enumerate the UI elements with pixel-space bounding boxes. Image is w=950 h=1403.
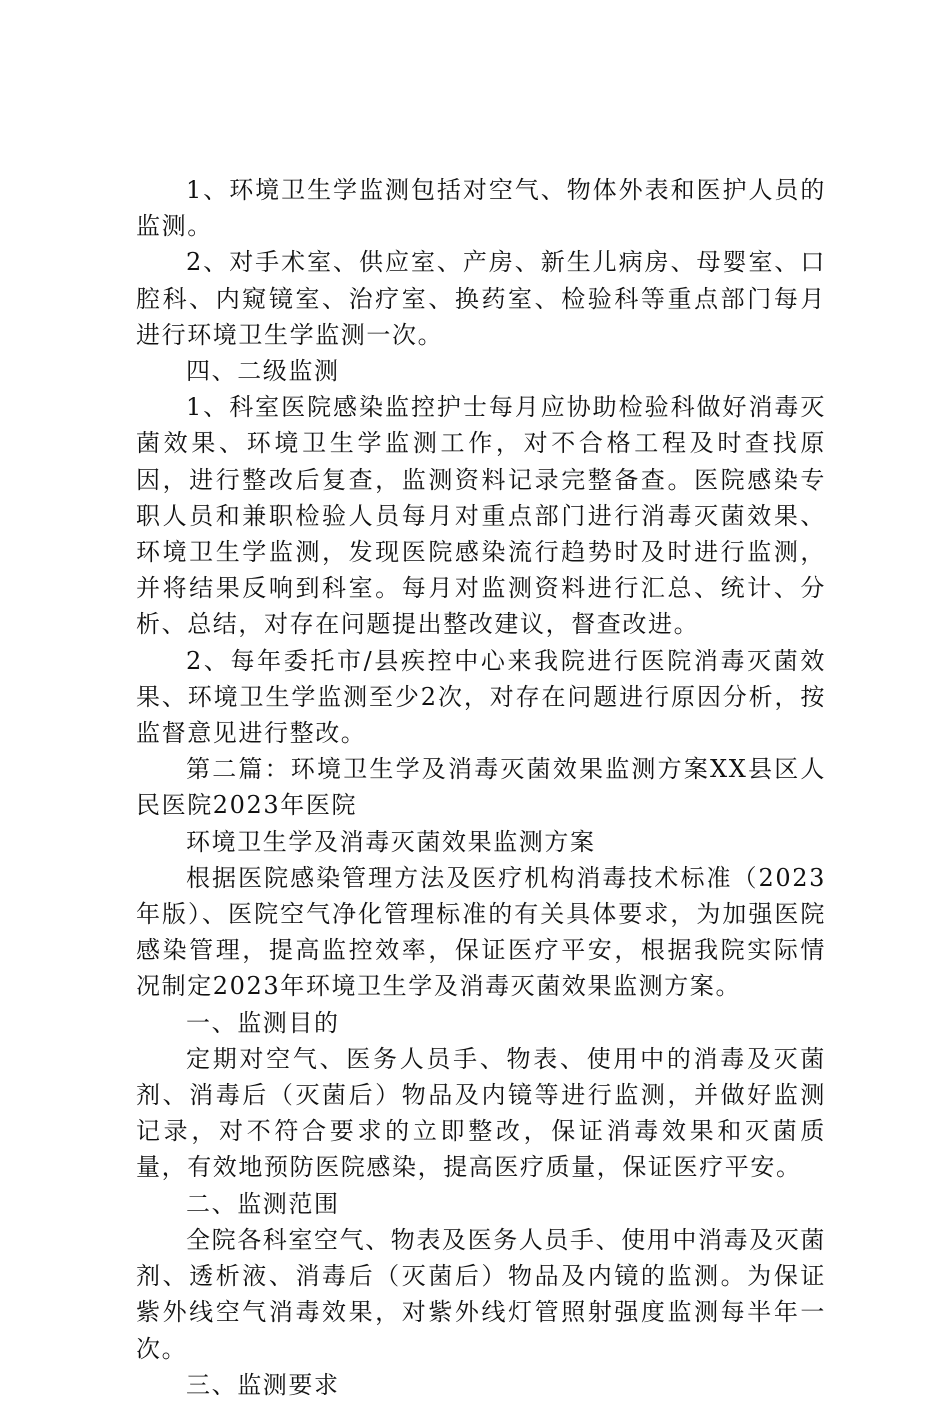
heading-monitoring-purpose: 一、监测目的 — [186, 1008, 340, 1037]
paragraph-plan-basis: 根据医院感染管理方法及医疗机构消毒技术标准（2023年版）、医院空气净化管理标准的有关具体要求，为加强医院感染管理，提高监控效率，保证医疗平安，根据我院实际情况制定2023年环境卫生学及消毒灭菌效果监测方案。 — [136, 863, 826, 1001]
paragraph-env-monitoring-scope: 1、环境卫生学监测包括对空气、物体外表和医护人员的监测。 — [136, 176, 826, 241]
paragraph-department-nurse-duties: 1、科室医院感染监控护士每月应协助检验科做好消毒灭菌效果、环境卫生学监测工作，对不合格工程及时查找原因，进行整改后复查，监测资料记录完整备查。医院感染专职人员和兼职检验人员每月对重点部门进行消毒灭菌效果、环境卫生学监测，发现医院感染流行趋势时及时进行监测，并将结果反响到科室。每月对监测资料进行汇总、统计、分析、总结，对存在问题提出整改建议，督查改进。 — [136, 393, 826, 639]
heading-part-two-title: 第二篇：环境卫生学及消毒灭菌效果监测方案XX县区人民医院2023年医院 — [136, 755, 826, 820]
paragraph-monitoring-scope: 全院各科室空气、物表及医务人员手、使用中消毒及灭菌剂、透析液、消毒后（灭菌后）物品及内镜的监测。为保证紫外线空气消毒效果，对紫外线灯管照射强度监测每半年一次。 — [136, 1225, 826, 1363]
paragraph-monitoring-purpose: 定期对空气、医务人员手、物表、使用中的消毒及灭菌剂、消毒后（灭菌后）物品及内镜等进行监测，并做好监测记录，对不符合要求的立即整改，保证消毒效果和灭菌质量，有效地预防医院感染，提高医疗质量，保证医疗平安。 — [136, 1044, 826, 1182]
heading-monitoring-requirements: 三、监测要求 — [186, 1370, 340, 1399]
document-body — [136, 172, 826, 1403]
heading-monitoring-scope: 二、监测范围 — [186, 1189, 340, 1218]
paragraph-key-departments-monthly: 2、对手术室、供应室、产房、新生儿病房、母婴室、口腔科、内窥镜室、治疗室、换药室、检验科等重点部门每月进行环境卫生学监测一次。 — [136, 248, 826, 349]
paragraph-cdc-annual-monitoring: 2、每年委托市/县疾控中心来我院进行医院消毒灭菌效果、环境卫生学监测至少2次，对存在问题进行原因分析，按监督意见进行整改。 — [136, 646, 826, 748]
heading-plan-subtitle: 环境卫生学及消毒灭菌效果监测方案 — [186, 827, 596, 856]
heading-second-level-monitoring: 四、二级监测 — [186, 357, 340, 386]
